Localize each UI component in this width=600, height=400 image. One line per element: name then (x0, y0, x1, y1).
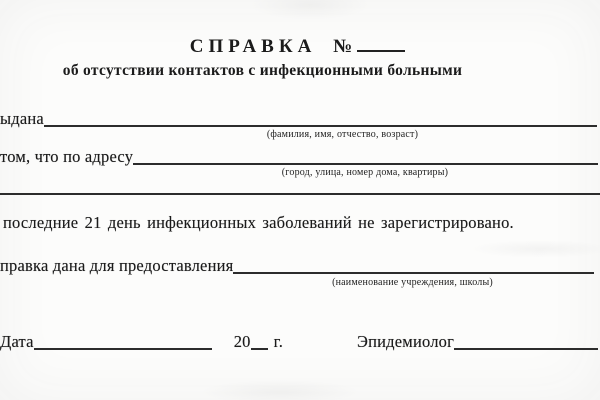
year-suffix: г. (273, 332, 284, 351)
year-prefix: 20 (233, 332, 251, 351)
epidemiologist-label: Эпидемиолог (357, 332, 455, 351)
issued-to-row (0, 108, 597, 130)
address-label: том, что по адресу (0, 147, 134, 166)
date-blank-line (34, 348, 212, 350)
no-infection-statement: последние 21 день инфекционных заболеваний не зарегистрировано. (3, 213, 514, 232)
signature-row (0, 331, 598, 353)
scan-smudge (200, 380, 360, 400)
certificate-number-blank-line (357, 50, 405, 52)
institution-caption: (наименование учреждения, школы) (332, 277, 493, 288)
fio-caption: (фамилия, имя, отчество, возраст) (266, 129, 419, 140)
title-text: СПРАВКА № (189, 36, 358, 57)
issued-to-blank-line (44, 125, 597, 127)
address-row (0, 146, 598, 168)
date-label: Дата (0, 332, 34, 351)
certificate-title (0, 36, 595, 58)
certificate-subtitle: об отсутствии контактов с инфекционными больными (62, 62, 463, 79)
purpose-row (0, 255, 594, 277)
purpose-blank-line (233, 272, 594, 274)
epidemiologist-blank-line (454, 348, 598, 350)
year-blank-line (251, 348, 268, 350)
address-continuation-line (0, 193, 600, 195)
address-blank-line (133, 163, 598, 165)
purpose-label: правка дана для предоставления (0, 256, 234, 275)
issued-to-label: ыдана (0, 109, 44, 128)
address-caption: (город, улица, номер дома, квартиры) (281, 167, 449, 178)
scan-smudge (250, 0, 370, 20)
